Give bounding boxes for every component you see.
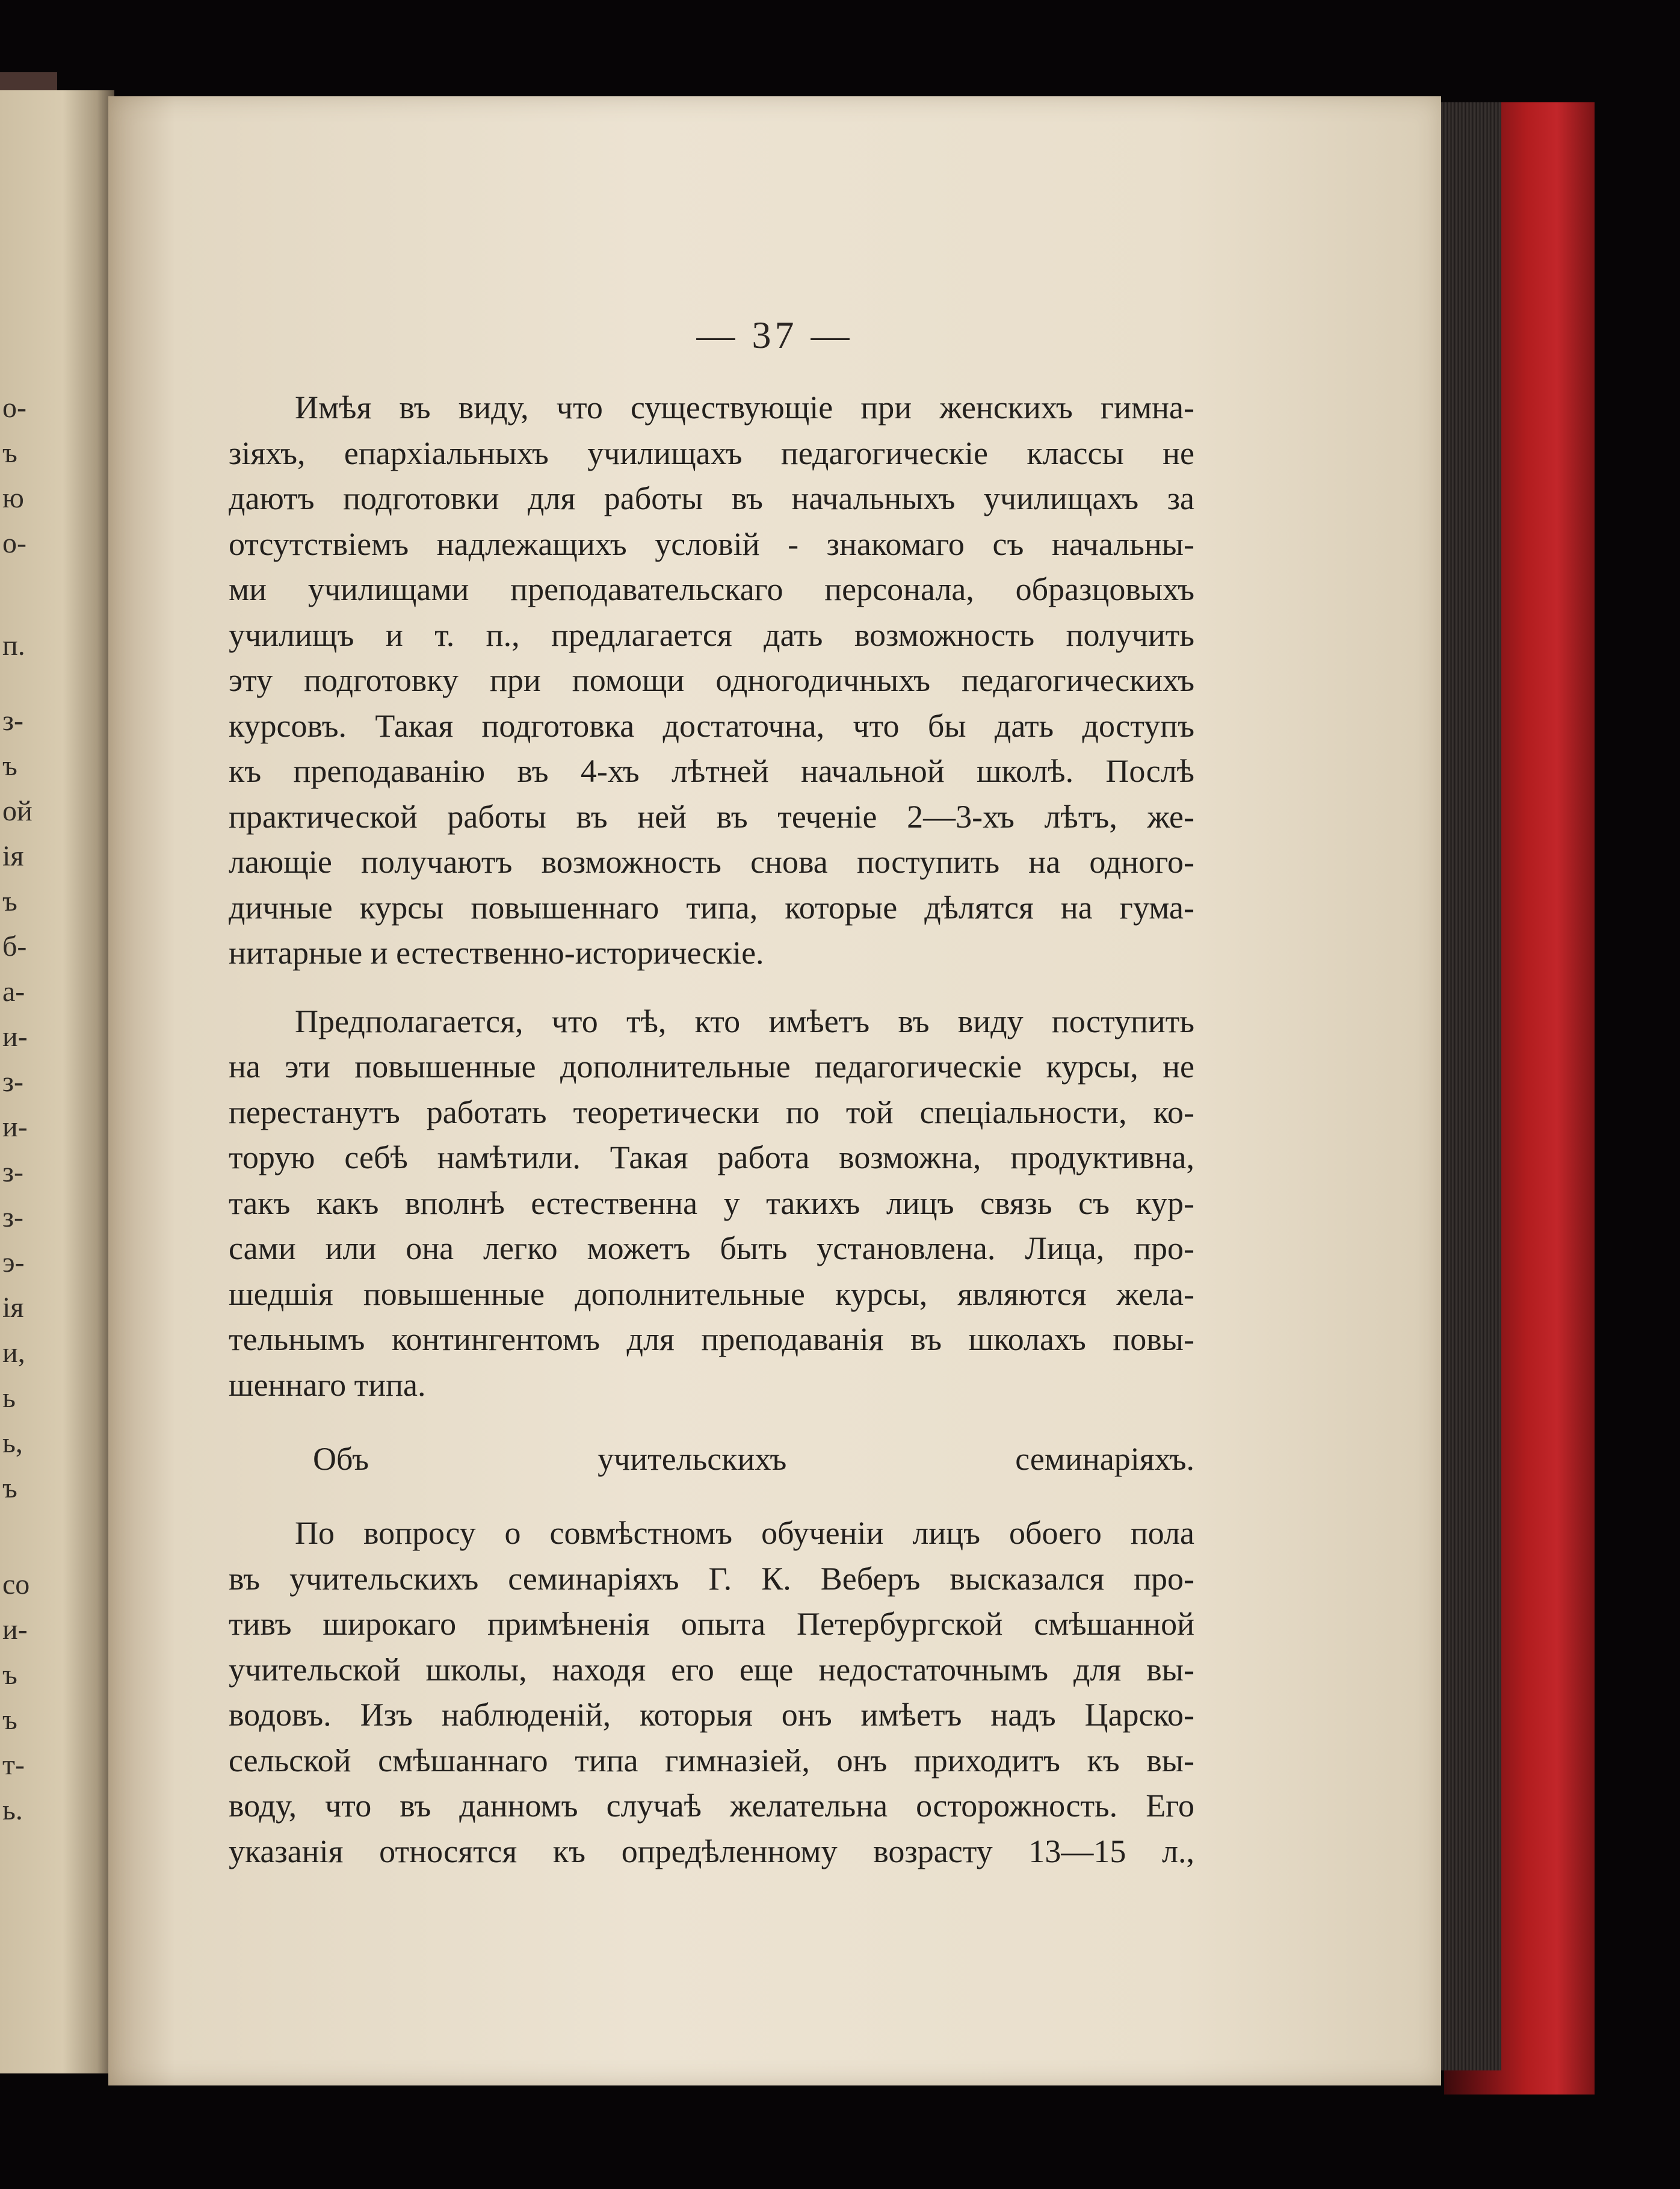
text-line: указанія относятся къ опредѣленному возрасту 13—15 л., <box>229 1833 1194 1869</box>
left-fragment: ъ <box>2 437 17 469</box>
left-fragment: ой <box>2 795 32 827</box>
text-line: даютъ подготовки для работы въ начальныхъ училищахъ за <box>229 480 1194 516</box>
left-page-edge <box>0 90 114 2073</box>
text-line: сами или она легко можетъ быть установлена. Лица, про- <box>229 1230 1194 1266</box>
left-fragment: ь, <box>2 1427 23 1459</box>
left-fragment: ь. <box>2 1794 23 1826</box>
text-line: курсовъ. Такая подготовка достаточна, что бы дать доступъ <box>229 707 1194 744</box>
paragraph-2 <box>229 999 1194 1408</box>
text-line: зіяхъ, епархіальныхъ училищахъ педагогическіе классы не <box>229 435 1194 471</box>
left-fragment: т- <box>2 1749 25 1781</box>
text-line: лающіе получаютъ возможность снова поступить на одного- <box>229 844 1194 880</box>
left-fragment: ъ <box>2 885 17 917</box>
left-fragment: о- <box>2 392 26 424</box>
section-heading <box>229 1437 1194 1482</box>
text-line: въ учительскихъ семинаріяхъ Г. К. Веберъ высказался про- <box>229 1560 1194 1597</box>
left-fragment: ія <box>2 840 24 872</box>
left-fragment: э- <box>2 1246 25 1278</box>
paragraph-3 <box>229 1511 1194 1874</box>
text-line: торую себѣ намѣтили. Такая работа возможна, продуктивна, <box>229 1139 1194 1175</box>
left-fragment: ю <box>2 482 24 514</box>
text-line: отсутствіемъ надлежащихъ условій - знакомаго съ начальны- <box>229 525 1194 562</box>
text-line: тивъ широкаго примѣненія опыта Петербургской смѣшанной <box>229 1606 1194 1642</box>
text-line: тельнымъ контингентомъ для преподаванія въ школахъ повы- <box>229 1321 1194 1357</box>
text-line: Предполагается, что тѣ, кто имѣетъ въ виду поступить <box>295 1003 1194 1039</box>
text-line: такъ какъ вполнѣ естественна у такихъ лицъ связь съ кур- <box>229 1184 1194 1221</box>
text-line: на эти повышенные дополнительные педагогическіе курсы, не <box>229 1048 1194 1085</box>
left-fragment: и- <box>2 1614 28 1646</box>
left-fragment: и- <box>2 1021 28 1053</box>
left-fragment: и- <box>2 1111 28 1143</box>
text-line: По вопросу о совмѣстномъ обученіи лицъ обоего пола <box>295 1515 1194 1551</box>
text-line: дичные курсы повышеннаго типа, которые дѣлятся на гума- <box>229 889 1194 926</box>
left-fragment: и, <box>2 1337 25 1369</box>
left-fragment: ія <box>2 1292 24 1324</box>
text-line: практической работы въ ней въ теченіе 2—3-хъ лѣтъ, же- <box>229 798 1194 835</box>
left-fragment: з- <box>2 1066 23 1098</box>
left-fragment: ъ <box>2 1704 17 1736</box>
text-line: эту подготовку при помощи одногодичныхъ педагогическихъ <box>229 662 1194 698</box>
book-page <box>108 96 1441 2085</box>
left-fragment: ъ <box>2 750 17 782</box>
left-fragment: ъ <box>2 1659 17 1691</box>
text-line: ми училищами преподавательскаго персонала, образцовыхъ <box>229 571 1194 607</box>
text-line: сельской смѣшаннаго типа гимназіей, онъ приходитъ къ вы- <box>229 1742 1194 1779</box>
text-line: шеннаго типа. <box>229 1366 426 1403</box>
text-line: училищъ и т. п., предлагается дать возможность получить <box>229 616 1194 653</box>
left-fragment: ъ <box>2 1472 17 1504</box>
left-fragment: ь <box>2 1382 16 1414</box>
text-line: воду, что въ данномъ случаѣ желательна осторожность. Его <box>229 1788 1194 1824</box>
left-fragment: а- <box>2 976 25 1008</box>
page-text <box>229 385 1194 1874</box>
text-line: учительской школы, находя его еще недостаточнымъ для вы- <box>229 1651 1194 1688</box>
text-line: нитарные и естественно-историческіе. <box>229 935 764 971</box>
paragraph-1 <box>229 385 1194 976</box>
left-fragment: з- <box>2 705 23 737</box>
left-fragment: з- <box>2 1201 23 1233</box>
text-line: перестанутъ работать теоретически по той спеціальности, ко- <box>229 1094 1194 1130</box>
left-fragment: з- <box>2 1156 23 1188</box>
text-line: шедшія повышенные дополнительные курсы, являются жела- <box>229 1275 1194 1312</box>
text-line: водовъ. Изъ наблюденій, которыя онъ имѣетъ надъ Царско- <box>229 1697 1194 1733</box>
left-fragment: б- <box>2 930 27 962</box>
left-fragment: о- <box>2 527 26 559</box>
text-line: Имѣя въ виду, что существующіе при женскихъ гимна- <box>295 389 1194 426</box>
left-fragment: со <box>2 1568 30 1600</box>
left-fragment: п. <box>2 630 25 661</box>
text-line: къ преподаванію въ 4-хъ лѣтней начальной школѣ. Послѣ <box>229 753 1194 789</box>
section-heading-text: Объ учительскихъ семинаріяхъ. <box>313 1441 1194 1477</box>
page-number: — 37 — <box>696 314 853 356</box>
